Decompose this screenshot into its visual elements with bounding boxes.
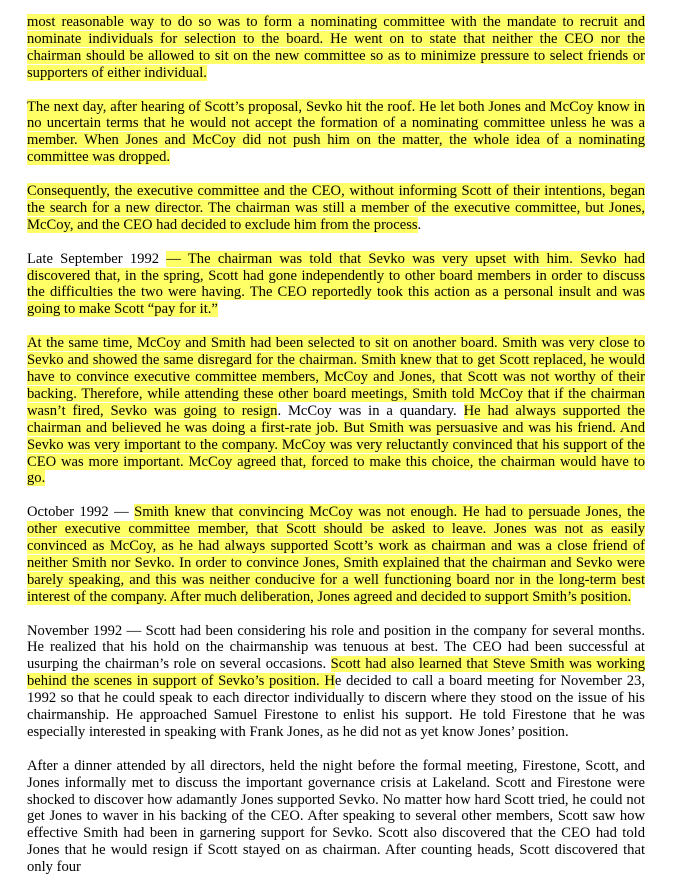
text-segment: . McCoy was in a quandary. bbox=[277, 402, 464, 419]
paragraph-dinner-meeting bbox=[27, 758, 645, 876]
text-segment: The next day, after hearing of Scott’s proposal, Sevko hit the roof. He let both Jones and McCoy know in no uncertain terms that he would not accept the formation of a nominating committee unless he was a member. When Jones and McCoy did not push him on the matter, the whole idea of a nominating committee was dropped. bbox=[27, 98, 645, 166]
text-segment: At the same time, McCoy and Smith had been selected to sit on another board. Smith was very close to Sevko and showed the same disregard for the chairman. Smith knew that to get Scott replaced, he would have to convince executive committee members, McCoy and Jones, that Scott was not worthy of their backing. Therefore, while attending these other board meetings, Smith told McCoy that if the chairman wasn’t fired, Sevko was going to resign bbox=[27, 335, 645, 419]
paragraph-late-september-1992 bbox=[27, 251, 645, 319]
paragraph-nominating-committee-proposal bbox=[27, 14, 645, 82]
paragraph-mccoy-smith-board bbox=[27, 335, 645, 487]
text-segment: Smith knew that convincing McCoy was not enough. He had to persuade Jones, the other executive committee member, that Scott should be asked to leave. Jones was not as easily convinced as McCoy, as he had always supported Scott’s work as chairman and was a close friend of neither Smith nor Sevko. In order to convince Jones, Smith explained that the chairman and Sevko were barely speaking, and this was neither conducive for a well functioning board nor in the long-term best interest of the company. After much deliberation, Jones agreed and decided to support Smith’s position. bbox=[27, 504, 645, 605]
paragraph-sevko-reaction bbox=[27, 99, 645, 167]
text-segment: After a dinner attended by all directors, held the night before the formal meeting, Firestone, Scott, and Jones informally met to discuss the important governance crisis at Lakeland. Scott and Firestone were shocked to discover how adamantly Jones supported Sevko. No matter how hard Scott tried, he could not get Jones to waver in his backing of the CEO. After speaking to several other members, Scott saw how effective Smith had been in garnering support for Sevko. Scott also discovered that the CEO had told Jones that he would resign if Scott stayed on as chairman. After counting heads, Scott discovered that only four bbox=[27, 757, 645, 876]
paragraph-director-search bbox=[27, 183, 645, 234]
text-segment: most reasonable way to do so was to form a nominating committee with the mandate to recruit and nominate individuals for selection to the board. He went on to state that neither the CEO nor the chairman should be allowed to sit on the new committee so as to minimize pressure to select friends or supporters of either individual. bbox=[27, 14, 645, 81]
text-segment: Consequently, the executive committee and the CEO, without informing Scott of their intentions, began the search for a new director. The chairman was still a member of the executive committee, but Jones, McCoy, and the CEO had decided to exclude him from the process bbox=[27, 183, 645, 233]
paragraph-november-1992 bbox=[27, 623, 645, 741]
text-segment: He had always supported the chairman and believed he was doing a first-rate job. But Smith was persuasive and was his friend. And Sevko was very important to the company. McCoy was very reluctantly convinced that his support of the CEO was more important. McCoy agreed that, forced to make this choice, the chairman would have to go. bbox=[27, 402, 645, 487]
text-segment: e decided to call a board meeting for November 23, 1992 so that he could speak to each director individually to discern where they stood on the issue of his chairmanship. He approached Samuel Firestone to enlist his support. He told Firestone that he was especially interested in speaking with Frank Jones, as he did not as yet know Jones’ position. bbox=[27, 673, 645, 740]
paragraph-october-1992 bbox=[27, 504, 645, 605]
date-label: Late September 1992 bbox=[27, 250, 167, 267]
date-label: October 1992 — bbox=[27, 504, 135, 521]
text-segment: November 1992 — Scott had been considering his role and position in the company for several months. He realized that his hold on the chairmanship was tenuous at best. The CEO had been successful at usurping the chairman’s role on several occasions. bbox=[27, 622, 645, 673]
document-page bbox=[27, 14, 645, 893]
text-segment: — The chairman was told that Sevko was very upset with him. Sevko had discovered that, in the spring, Scott had gone independently to other board members in order to discuss the difficulties the two were having. The CEO reportedly took this action as a personal insult and was going to make Scott “pay for it.” bbox=[27, 250, 645, 318]
text-segment: . bbox=[417, 216, 422, 233]
text-segment: Scott had also learned that Steve Smith was working behind the scenes in support of Sevko’s position. H bbox=[27, 656, 645, 690]
